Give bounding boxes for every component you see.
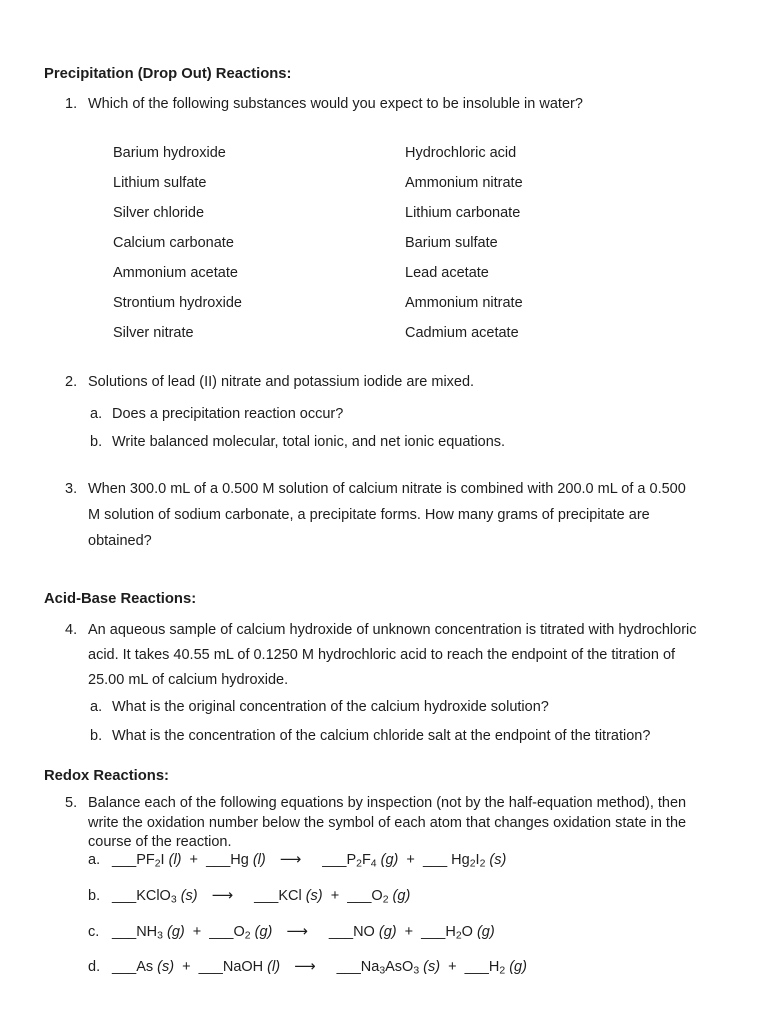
question-3	[65, 476, 686, 554]
equation-d-lhs: ___As (s) + ___NaOH (l)	[112, 959, 281, 975]
question-4a-text: What is the original concentration of the calcium hydroxide solution?	[112, 699, 549, 715]
reaction-arrow-icon: ⟶	[294, 957, 315, 975]
substance-table	[113, 138, 713, 348]
question-2b	[90, 432, 505, 452]
equation-a	[88, 848, 506, 871]
substance-left: Calcium carbonate	[113, 235, 234, 251]
question-2a-text: Does a precipitation reaction occur?	[112, 406, 344, 422]
equation-a-label: a.	[88, 852, 101, 868]
substance-right: Hydrochloric acid	[405, 145, 517, 161]
question-2a-label: a.	[90, 406, 103, 422]
equation-b-rhs: ___KCl $(s) + \_\_\_O_2$ (g)	[254, 888, 411, 906]
question-2a	[90, 404, 343, 424]
substance-right: Cadmium acetate	[405, 325, 519, 341]
question-2b-label: b.	[90, 434, 103, 450]
question-4b-label: b.	[90, 728, 103, 744]
equation-c-label: c.	[88, 924, 100, 940]
precipitation-heading: Precipitation (Drop Out) Reactions:	[44, 66, 292, 82]
question-2-text: Solutions of lead (II) nitrate and potassium iodide are mixed.	[88, 374, 475, 390]
equation-d-label: d.	[88, 959, 101, 975]
redox-heading: Redox Reactions:	[44, 768, 169, 784]
substance-left: Silver nitrate	[113, 325, 194, 341]
substance-left: Ammonium acetate	[113, 265, 238, 281]
substance-right: Lead acetate	[405, 265, 489, 281]
question-5-text: Balance each of the following equations by inspection (not by the half-equation method), then write the oxidation number below the symbol of each atom that changes oxidation state in the course of the reaction.	[88, 795, 687, 850]
substance-row	[113, 228, 713, 258]
reaction-arrow-icon: ⟶	[211, 886, 233, 904]
equation-b-lhs: ___KClO$_3$ (s)	[112, 888, 198, 906]
equation-a-rhs: $\_\_\_P_2F_4$ (g) + ___ $Hg_2I_2$ (s)	[322, 852, 507, 870]
substance-right: Ammonium nitrate	[405, 295, 523, 311]
substance-row	[113, 198, 713, 228]
equation-d	[88, 955, 527, 978]
question-4-text: An aqueous sample of calcium hydroxide of unknown concentration is titrated with hydrochloric acid. It takes 40.55 mL of 0.1250 M hydrochloric acid to reach the endpoint of the titration of 25.00 mL of calcium hydroxide.	[88, 622, 697, 688]
reaction-arrow-icon: ⟶	[279, 850, 301, 868]
question-1-text: Which of the following substances would you expect to be insoluble in water?	[88, 96, 583, 112]
question-4-number: 4.	[65, 622, 78, 638]
substance-right: Lithium carbonate	[405, 205, 521, 221]
substance-row	[113, 258, 713, 288]
question-1-number: 1.	[65, 96, 78, 112]
substance-left: Lithium sulfate	[113, 175, 207, 191]
substance-row	[113, 168, 713, 198]
substance-row	[113, 138, 713, 168]
question-3-text: When 300.0 mL of a 0.500 M solution of calcium nitrate is combined with 200.0 mL of a 0.500 M solution of sodium carbonate, a precipitate forms. How many grams of precipitate are obtained?	[88, 481, 686, 549]
substance-right: Barium sulfate	[405, 235, 498, 251]
substance-left: Strontium hydroxide	[113, 295, 242, 311]
substance-row	[113, 288, 713, 318]
acid-base-heading: Acid-Base Reactions:	[44, 591, 197, 607]
question-5	[65, 794, 686, 853]
equation-d-rhs: $\_\_\_Na_3AsO_3$ $(s) + \_\_\_H_2$ (g)	[336, 959, 527, 977]
question-2-number: 2.	[65, 374, 78, 390]
substance-row	[113, 318, 713, 348]
question-2b-text: Write balanced molecular, total ionic, and net ionic equations.	[112, 434, 506, 450]
substance-left: Silver chloride	[113, 205, 205, 221]
equation-b	[88, 884, 410, 907]
question-4b-text: What is the concentration of the calcium chloride salt at the endpoint of the titration?	[112, 728, 651, 744]
question-1	[65, 94, 583, 114]
equation-a-lhs: $\_\_\_PF_2I$ (l) + ___Hg (l)	[112, 852, 266, 870]
equation-b-label: b.	[88, 888, 101, 904]
question-4a	[90, 697, 549, 717]
reaction-arrow-icon: ⟶	[286, 922, 307, 940]
question-4	[65, 618, 697, 693]
question-5-number: 5.	[65, 795, 78, 811]
equation-c-rhs: ___NO $(g) + \_\_\_H_2O$ (g)	[328, 924, 495, 942]
equation-c-lhs: $\_\_\_NH_3$ $(g) + \_\_\_O_2$ (g)	[112, 924, 273, 942]
equation-c	[88, 920, 495, 943]
question-3-number: 3.	[65, 481, 78, 497]
substance-left: Barium hydroxide	[113, 145, 226, 161]
question-4b	[90, 726, 650, 746]
question-4a-label: a.	[90, 699, 103, 715]
question-2	[65, 372, 474, 392]
substance-right: Ammonium nitrate	[405, 175, 523, 191]
